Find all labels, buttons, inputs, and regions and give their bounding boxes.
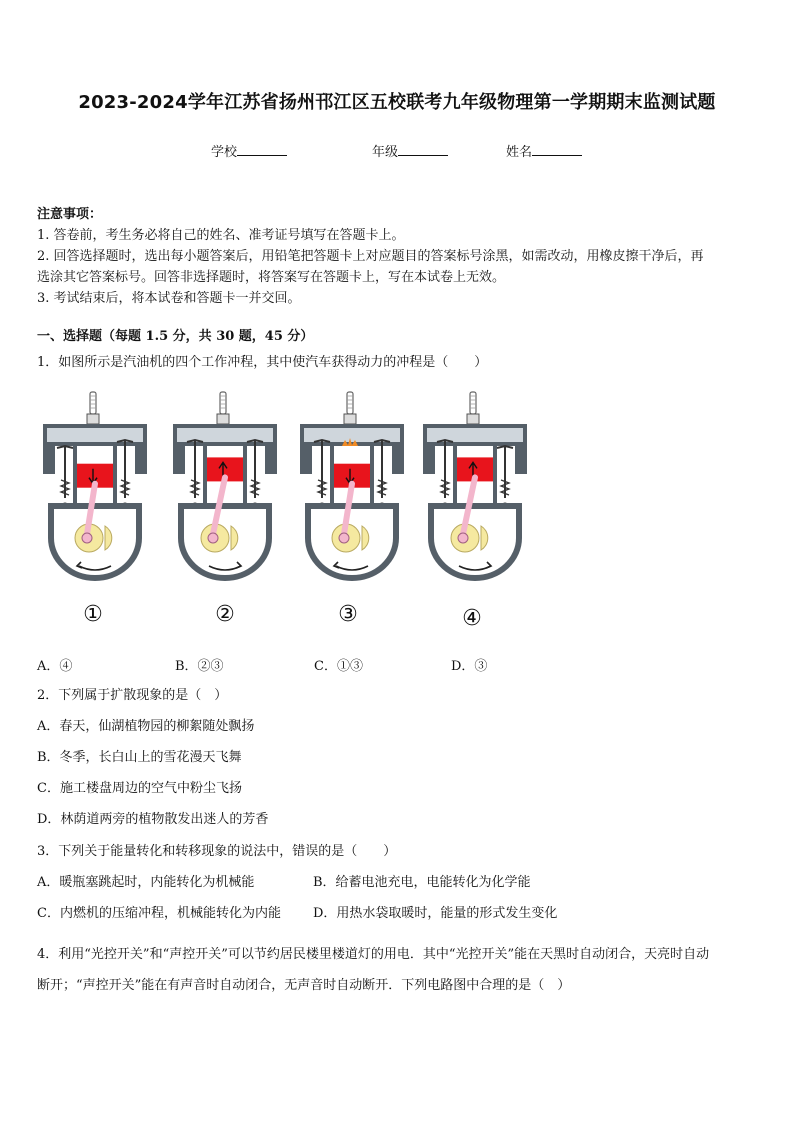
engine-strokes-figure [30,388,550,633]
figure-label: ① [83,602,103,627]
figure-label: ② [215,602,235,627]
question-stem: 3．下列关于能量转化和转移现象的说法中，错误的是（ ） [37,844,397,859]
spark-plug-icon [87,392,99,424]
name-blank[interactable] [532,142,582,156]
question-stem: 4．利用“光控开关”和“声控开关”可以节约居民楼里楼道灯的用电．其中“光控开关”能在天黑时自动闭合，天亮时自动 [37,947,710,962]
option-b[interactable]: B．给蓄电池充电，电能转化为化学能 [313,875,531,890]
page-title: 2023-2024学年江苏省扬州邗江区五校联考九年级物理第一学期期末监测试题 [78,92,716,113]
option-d[interactable]: D．③ [451,659,488,674]
engine-svg [165,388,285,588]
engine-svg [292,388,412,588]
grade-blank[interactable] [398,142,448,156]
option-a[interactable]: A．春天，仙湖植物园的柳絮随处飘扬 [37,719,255,734]
name-field[interactable] [506,141,582,160]
figure-label: ③ [338,602,358,627]
option-c[interactable]: C．①③ [314,659,363,674]
engine-diagram-1 [35,388,155,633]
name-label: 姓名 [506,145,533,160]
notice-item: 3. 考试结束后，将本试卷和答题卡一并交回。 [37,291,301,306]
notice-heading: 注意事项： [37,207,103,222]
question-stem-cont: 断开；“声控开关”能在有声音时自动闭合，无声音时自动断开．下列电路图中合理的是（ ） [37,978,571,993]
option-d[interactable]: D．林荫道两旁的植物散发出迷人的芳香 [37,812,269,827]
engine-diagram-4 [415,388,535,633]
spark-plug-icon [467,392,479,424]
question-stem: 1．如图所示是汽油机的四个工作冲程，其中使汽车获得动力的冲程是（ ） [37,355,488,370]
option-c[interactable]: C．施工楼盘周边的空气中粉尘飞扬 [37,781,242,796]
option-b[interactable]: B．冬季，长白山上的雪花漫天飞舞 [37,750,242,765]
option-a[interactable]: A．④ [37,659,73,674]
engine-svg [35,388,155,588]
school-field[interactable] [211,141,287,160]
notice-item: 1. 答卷前，考生务必将自己的姓名、准考证号填写在答题卡上。 [37,228,405,243]
option-b[interactable]: B．②③ [175,659,224,674]
option-c[interactable]: C．内燃机的压缩冲程，机械能转化为内能 [37,906,281,921]
engine-diagram-3 [292,388,412,633]
school-blank[interactable] [237,142,287,156]
question-stem: 2．下列属于扩散现象的是（ ） [37,688,228,703]
option-d[interactable]: D．用热水袋取暖时，能量的形式发生变化 [313,906,558,921]
spark-plug-icon [344,392,356,424]
figure-label: ④ [462,606,482,631]
engine-diagram-2 [165,388,285,633]
section-heading: 一、选择题（每题 1.5 分，共 30 题，45 分） [37,329,314,344]
spark-plug-icon [217,392,229,424]
option-a[interactable]: A．暖瓶塞跳起时，内能转化为机械能 [37,875,255,890]
engine-svg [415,388,535,588]
grade-label: 年级 [372,145,399,160]
school-label: 学校 [211,145,238,160]
notice-item: 2. 回答选择题时，选出每小题答案后，用铅笔把答题卡上对应题目的答案标号涂黑，如需改动，用橡皮擦干净后，再 [37,249,704,264]
grade-field[interactable] [372,141,448,160]
notice-item: 选涂其它答案标号。回答非选择题时，将答案写在答题卡上，写在本试卷上无效。 [37,270,506,285]
